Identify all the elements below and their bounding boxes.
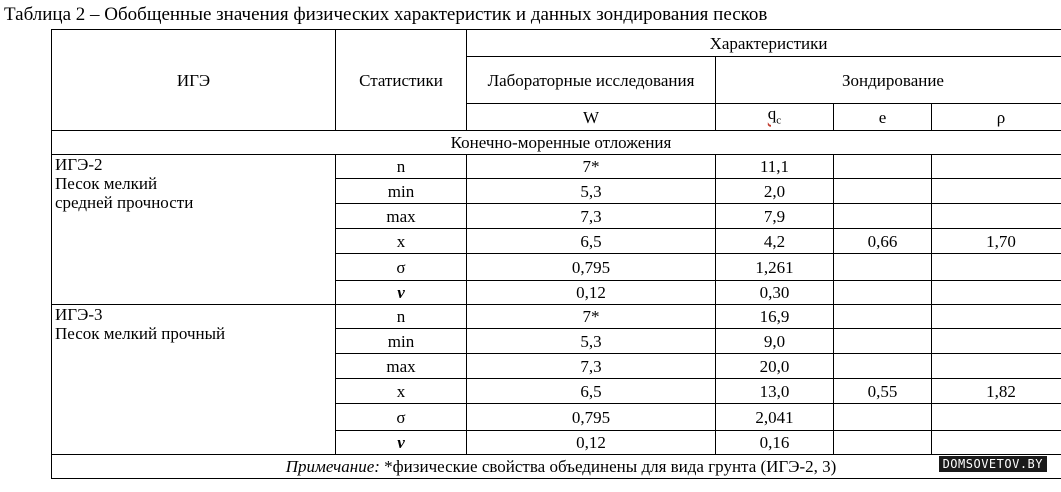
- cell-w: 6,5: [467, 229, 716, 254]
- cell-w: 0,795: [467, 404, 716, 431]
- cell-rho: [932, 431, 1061, 455]
- cell-stat: v: [336, 431, 467, 455]
- cell-rho: [932, 404, 1061, 431]
- header-qc-base: q: [767, 104, 777, 123]
- ige-name-line: средней прочности: [55, 193, 194, 213]
- cell-stat: σ: [336, 404, 467, 431]
- cell-qc: 13,0: [716, 379, 834, 404]
- cell-w: 0,12: [467, 431, 716, 455]
- cell-w: 7*: [467, 155, 716, 179]
- cell-stat: min: [336, 329, 467, 354]
- cell-stat: σ: [336, 254, 467, 281]
- cell-rho: [932, 155, 1061, 179]
- ige-name-cell: [52, 155, 336, 305]
- cell-rho: [932, 281, 1061, 305]
- cell-stat: max: [336, 354, 467, 379]
- cell-stat: n: [336, 155, 467, 179]
- cell-stat: min: [336, 179, 467, 204]
- cell-e: [834, 305, 932, 329]
- cell-rho: [932, 305, 1061, 329]
- cell-rho: [932, 254, 1061, 281]
- cell-rho: 1,70: [932, 229, 1061, 254]
- cell-qc: 9,0: [716, 329, 834, 354]
- cell-rho: [932, 354, 1061, 379]
- cell-e: [834, 179, 932, 204]
- section-row: [52, 131, 1061, 155]
- cell-qc: 2,041: [716, 404, 834, 431]
- cell-qc: 16,9: [716, 305, 834, 329]
- cell-e: [834, 329, 932, 354]
- header-sounding: Зондирование: [716, 57, 1061, 104]
- header-lab: Лабораторные исследования: [467, 57, 716, 104]
- cell-e: [834, 204, 932, 229]
- note-row: [52, 455, 1061, 479]
- cell-qc: 7,9: [716, 204, 834, 229]
- cell-stat: n: [336, 305, 467, 329]
- cell-w: 0,12: [467, 281, 716, 305]
- header-qc-sub: c: [776, 114, 782, 127]
- header-w: W: [467, 104, 716, 131]
- cell-qc: 11,1: [716, 155, 834, 179]
- cell-qc: 0,30: [716, 281, 834, 305]
- header-statistics: Статистики: [336, 30, 467, 131]
- data-table: [51, 29, 1061, 479]
- ige-name-cell: [52, 305, 336, 455]
- ige-name-line: Песок мелкий прочный: [55, 324, 226, 344]
- cell-stat: x: [336, 229, 467, 254]
- cell-e: [834, 404, 932, 431]
- note-text: *физические свойства объединены для вида грунта (ИГЭ-2, 3): [379, 457, 837, 477]
- cell-qc: 20,0: [716, 354, 834, 379]
- cell-rho: [932, 329, 1061, 354]
- cell-stat: max: [336, 204, 467, 229]
- cell-w: 5,3: [467, 329, 716, 354]
- header-rho: ρ: [932, 104, 1061, 131]
- cell-qc: 4,2: [716, 229, 834, 254]
- cell-e: [834, 254, 932, 281]
- table-row: [52, 155, 1061, 179]
- cell-e: [834, 155, 932, 179]
- header-e: e: [834, 104, 932, 131]
- table-caption: Таблица 2 – Обобщенные значения физических характеристик и данных зондирования песков: [4, 4, 768, 25]
- cell-rho: [932, 179, 1061, 204]
- cell-e: [834, 354, 932, 379]
- cell-stat: v: [336, 281, 467, 305]
- cell-qc: 0,16: [716, 431, 834, 455]
- cell-qc: 2,0: [716, 179, 834, 204]
- watermark-logo: DOMSOVETOV.BY: [939, 456, 1047, 472]
- cell-e: [834, 281, 932, 305]
- table-row: [52, 305, 1061, 329]
- note-label: Примечание:: [285, 457, 380, 477]
- cell-w: 7,3: [467, 354, 716, 379]
- cell-rho: 1,82: [932, 379, 1061, 404]
- ige-name-line: ИГЭ-2: [55, 155, 103, 175]
- cell-w: 6,5: [467, 379, 716, 404]
- note-cell: [52, 455, 1061, 479]
- cell-w: 7,3: [467, 204, 716, 229]
- cell-w: 0,795: [467, 254, 716, 281]
- section-title: Конечно-моренные отложения: [52, 131, 1061, 155]
- header-ige: ИГЭ: [52, 30, 336, 131]
- cell-stat: x: [336, 379, 467, 404]
- header-row-1: [52, 30, 1061, 57]
- cell-rho: [932, 204, 1061, 229]
- cell-w: 7*: [467, 305, 716, 329]
- ige-name-line: Песок мелкий: [55, 174, 158, 194]
- cell-e: 0,55: [834, 379, 932, 404]
- header-qc: [716, 104, 834, 131]
- cell-e: [834, 431, 932, 455]
- ige-name-line: ИГЭ-3: [55, 305, 103, 325]
- cell-w: 5,3: [467, 179, 716, 204]
- header-characteristics: Характеристики: [467, 30, 1061, 57]
- cell-e: 0,66: [834, 229, 932, 254]
- cell-qc: 1,261: [716, 254, 834, 281]
